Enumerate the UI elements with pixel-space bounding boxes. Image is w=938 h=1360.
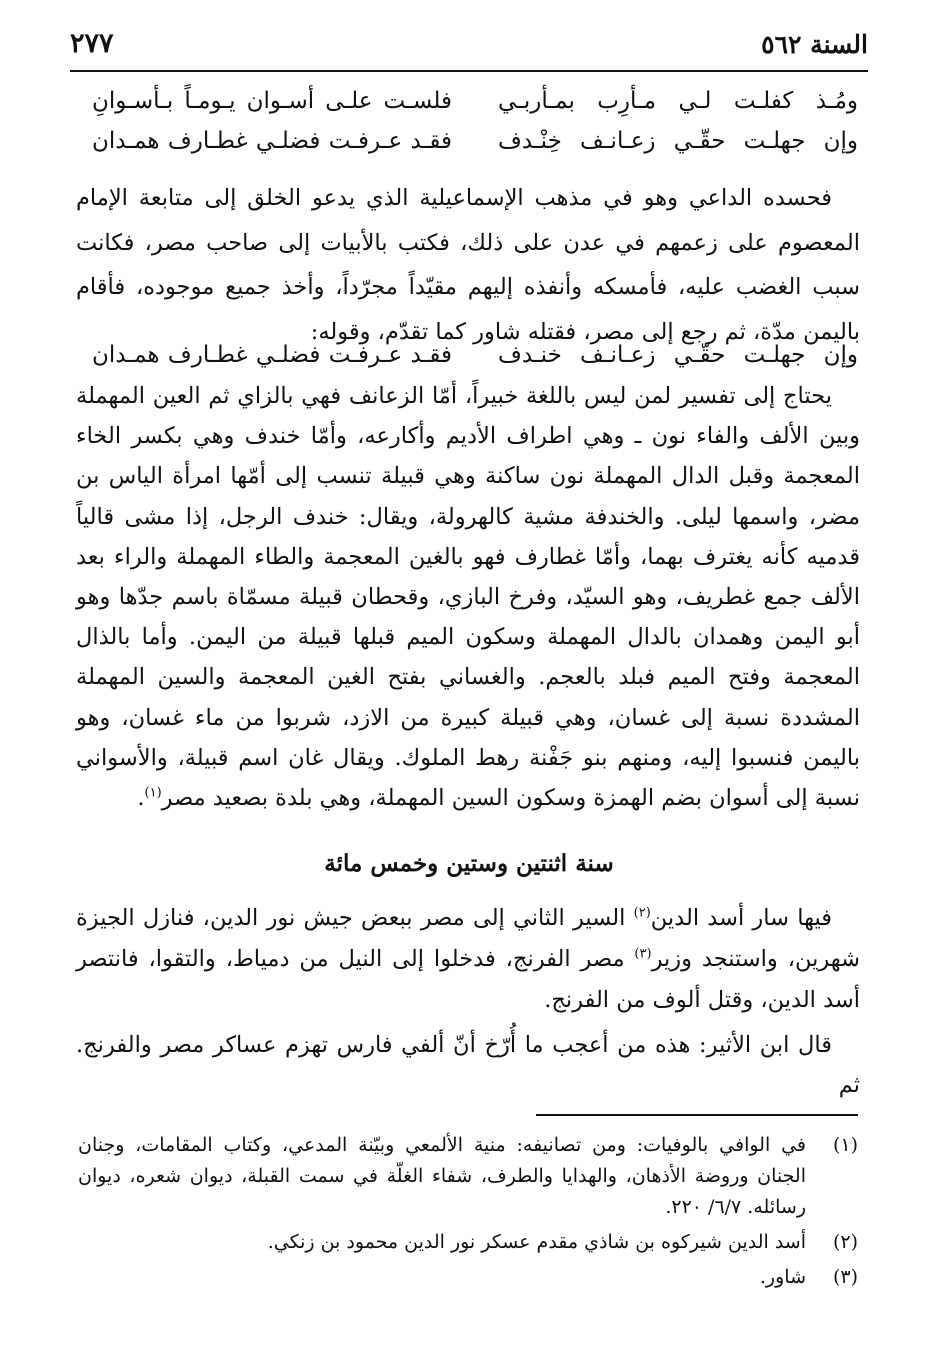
- running-title: السنة ٥٦٢: [761, 30, 868, 59]
- footnote-divider: [536, 1114, 858, 1116]
- footnote-reference[interactable]: (١): [144, 785, 162, 801]
- verse-line: [80, 128, 858, 168]
- verse-hemistich-first: وإن جهلـت حقّـي زعـانـف خِنْـدف: [498, 128, 858, 154]
- footnote-number: (١): [832, 1134, 858, 1156]
- body-paragraph: [76, 898, 860, 1021]
- footnote-reference[interactable]: (٣): [634, 946, 652, 962]
- paragraph-text: السير الثاني إلى مصر ببعض جيش نور الدين، فنازل الجيزة شهرين، واستنجد وزير: [76, 905, 860, 972]
- body-paragraph: [76, 1025, 860, 1105]
- verse-hemistich-second: فقـد عـرفـت فضلـي غطـارف همـدان: [92, 342, 452, 368]
- verse-hemistich-second: فقـد عـرفـت فضلـي غطـارف همـدان: [92, 128, 452, 154]
- page-header: [70, 26, 868, 72]
- verse-hemistich-second: فلسـت علـى أسـوان يـومـاً بـأسـوانِ: [92, 88, 452, 114]
- paragraph-text: قال ابن الأثير: هذه من أعجب ما أُرّخ أنّ ألفي فارس تهزم عساكر مصر والفرنج. ثم: [76, 1032, 860, 1098]
- footnote-item: [78, 1227, 858, 1258]
- paragraph-text: يحتاج إلى تفسير لمن ليس باللغة خبيراً، أمّا الزعانف فهي بالزاي ثم العين المهملة وبين الألف والفاء نون ـ وهي اطراف الأديم وأكارعه، وأمّا خندف وهي بكسر الخاء المعجمة وقبل الدال المهملة نون ساكنة وهي قبيلة تنسب إلى أمّها امرأة الياس بن مضر، واسمها ليلى. والخندفة مشية كالهرولة، ويقال: خندف الرجل، إذا مشى قالياً قدميه كأنه يغترف بهما، وأمّا غطارف فهو بالغين المعجمة والطاء المهملة والراء بعد الألف جمع غطريف، وهو السيّد، وفرخ البازي، وقحطان قبيلة مسمّاة باسم جدّها وهو أبو اليمن وهمدان بالدال المهملة وسكون الميم قبلها قبيلة من اليمن. وأما بالذال المعجمة وفتح الميم فبلد بالعجم. والغساني بفتح الغين المعجمة والسين المهملة المشددة نسبة إلى غسان، وهي قبيلة كبيرة من الازد، شربوا من ماء غسان، وهو باليمن فنسبوا إليه، ومنهم بنو جَفْنة رهط الملوك. ويقال غان اسم قبيلة، والأسواني نسبة إلى أسوان بضم الهمزة وسكون السين المهملة، وهي بلدة بصعيد مصر: [76, 383, 860, 812]
- body-paragraph: [76, 176, 860, 355]
- footnotes: [78, 1130, 858, 1297]
- page-number: ٢٧٧: [70, 28, 114, 59]
- body-paragraph: [76, 376, 860, 818]
- paragraph-text: فيها سار أسد الدين: [650, 905, 832, 931]
- paragraph-text: فحسده الداعي وهو في مذهب الإسماعيلية الذي يدعو الخلق إلى متابعة الإمام المعصوم على زعمهم في عدن على ذلك، فكتب بالأبيات إلى صاحب مصر، فكانت سبب الغضب عليه، فأمسكه وأنفذه إليهم مقيّداً مجرّداً، وأخذ جميع موجوده، فأقام باليمن مدّة، ثم رجع إلى مصر، فقتله شاور كما تقدّم، وقوله:: [76, 185, 860, 346]
- section-heading: سنة اثنتين وستين وخمس مائة: [324, 850, 614, 877]
- footnote-number: (٣): [832, 1266, 858, 1288]
- paragraph-end: .: [137, 785, 145, 812]
- footnote-reference[interactable]: (٢): [633, 905, 651, 921]
- footnote-text: في الوافي بالوفيات: ومن تصانيفه: منية الألمعي وبيّنة المدعي، وكتاب المقامات، وجنان الجنان وروضة الأذهان، والهدايا والطرف، شفاء الغلّة في سمت القبلة، ديوان شعره، ديوان رسائله. ٦/٧/ ٢٢٠.: [78, 1134, 806, 1218]
- footnote-text: شاور.: [759, 1266, 806, 1288]
- verse-hemistich-first: ومُـذ كفلـت لـي مـأرِب بمـأربـي: [498, 88, 858, 114]
- footnote-item: [78, 1130, 858, 1223]
- footnote-item: [78, 1262, 858, 1293]
- footnote-text: أسد الدين شيركوه بن شاذي مقدم عسكر نور الدين محمود بن زنكي.: [267, 1231, 806, 1253]
- footnote-number: (٢): [832, 1231, 858, 1253]
- verse-hemistich-first: وإن جهلـت حقّـي زعـانـف خنـدف: [498, 342, 858, 368]
- verse-line: [80, 88, 858, 128]
- paragraph-text: مصر الفرنج، فدخلوا إلى النيل من دمياط، والتقوا، فانتصر أسد الدين، وقتل ألوف من الفرنج.: [76, 946, 860, 1013]
